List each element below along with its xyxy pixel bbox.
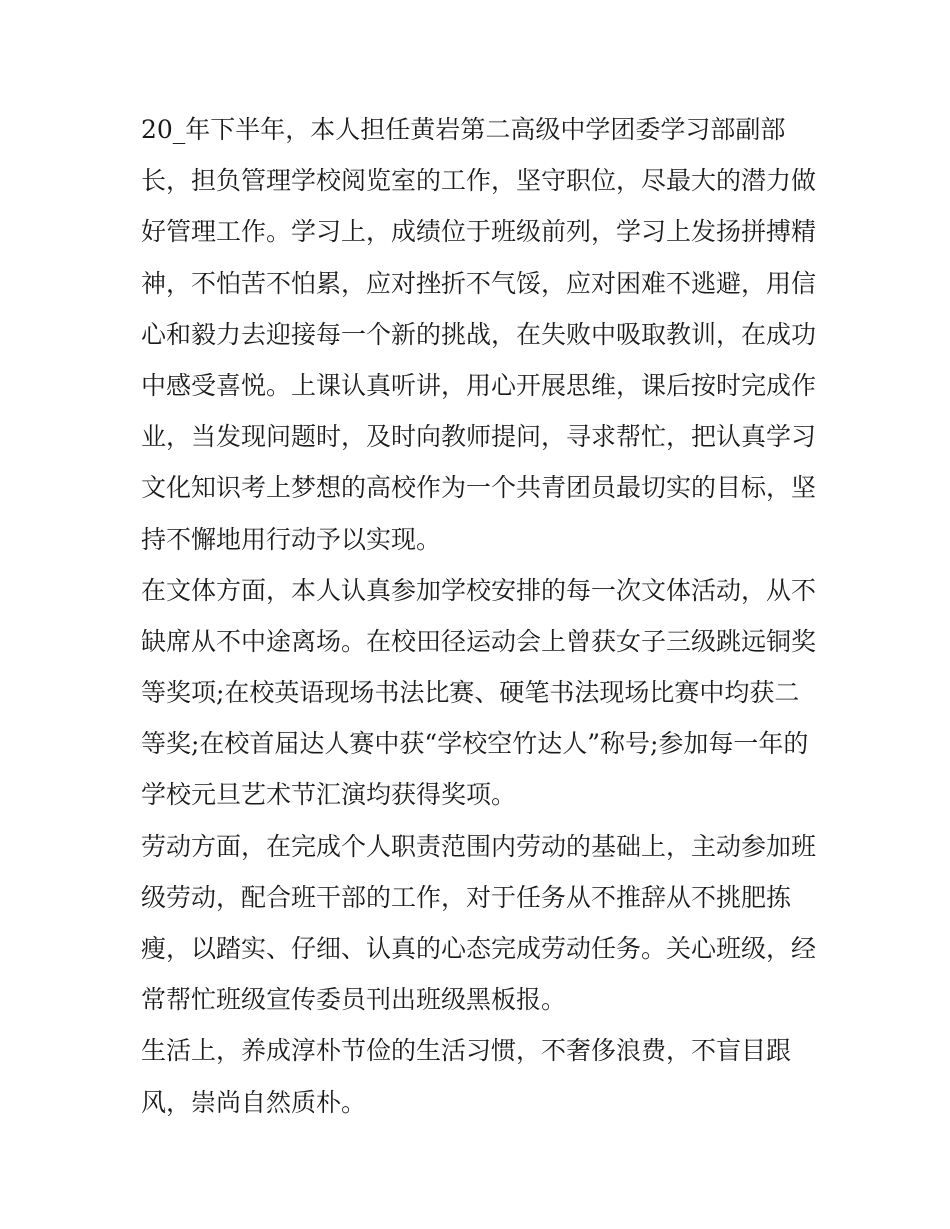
text-line: 20_年下半年，本人担任黄岩第二高级中学团委学习部副部 bbox=[141, 115, 786, 144]
paragraph-sports-arts bbox=[141, 565, 816, 821]
text-line: 级劳动，配合班干部的工作，对于任务从不推辞从不挑肥拣 bbox=[141, 882, 792, 912]
text-line: 等奖项;在校英语现场书法比赛、硬笔书法现场比赛中均获二 bbox=[141, 678, 800, 708]
text-line: 长，担负管理学校阅览室的工作，坚守职位，尽最大的潜力做 bbox=[141, 166, 817, 196]
text-line: 劳动方面，在完成个人职责范围内劳动的基础上，主动参加班 bbox=[141, 831, 817, 861]
text-line: 风，崇尚自然质朴。 bbox=[141, 1087, 367, 1117]
text-line: 学校元旦艺术节汇演均获得奖项。 bbox=[141, 780, 517, 810]
paragraph-labor bbox=[141, 821, 816, 1026]
text-line: 好管理工作。学习上，成绩位于班级前列，学习上发扬拼搏精 bbox=[141, 217, 817, 247]
text-line: 业，当发现问题时，及时向教师提问，寻求帮忙，把认真学习 bbox=[141, 422, 817, 452]
paragraph-life bbox=[141, 1025, 816, 1127]
text-line: 常帮忙班级宣传委员刊出班级黑板报。 bbox=[141, 985, 567, 1015]
text-line: 持不懈地用行动予以实现。 bbox=[141, 524, 442, 554]
text-line: 心和毅力去迎接每一个新的挑战，在失败中吸取教训，在成功 bbox=[141, 319, 817, 349]
paragraph-study bbox=[141, 104, 816, 565]
document-body bbox=[141, 104, 816, 1128]
text-line: 缺席从不中途离场。在校田径运动会上曾获女子三级跳远铜奖 bbox=[141, 626, 817, 656]
text-line: 等奖;在校首届达人赛中获“学校空竹达人”称号;参加每一年的 bbox=[141, 729, 809, 759]
text-line: 神，不怕苦不怕累，应对挫折不气馁，应对困难不逃避，用信 bbox=[141, 268, 817, 298]
text-line: 中感受喜悦。上课认真听讲，用心开展思维，课后按时完成作 bbox=[141, 370, 817, 400]
text-line: 瘦，以踏实、仔细、认真的心态完成劳动任务。关心班级，经 bbox=[141, 934, 817, 963]
text-line: 在文体方面，本人认真参加学校安排的每一次文体活动，从不 bbox=[141, 575, 817, 605]
text-line: 文化知识考上梦想的高校作为一个共青团员最切实的目标，坚 bbox=[141, 473, 817, 503]
text-line: 生活上，养成淳朴节俭的生活习惯，不奢侈浪费，不盲目跟 bbox=[141, 1036, 792, 1066]
